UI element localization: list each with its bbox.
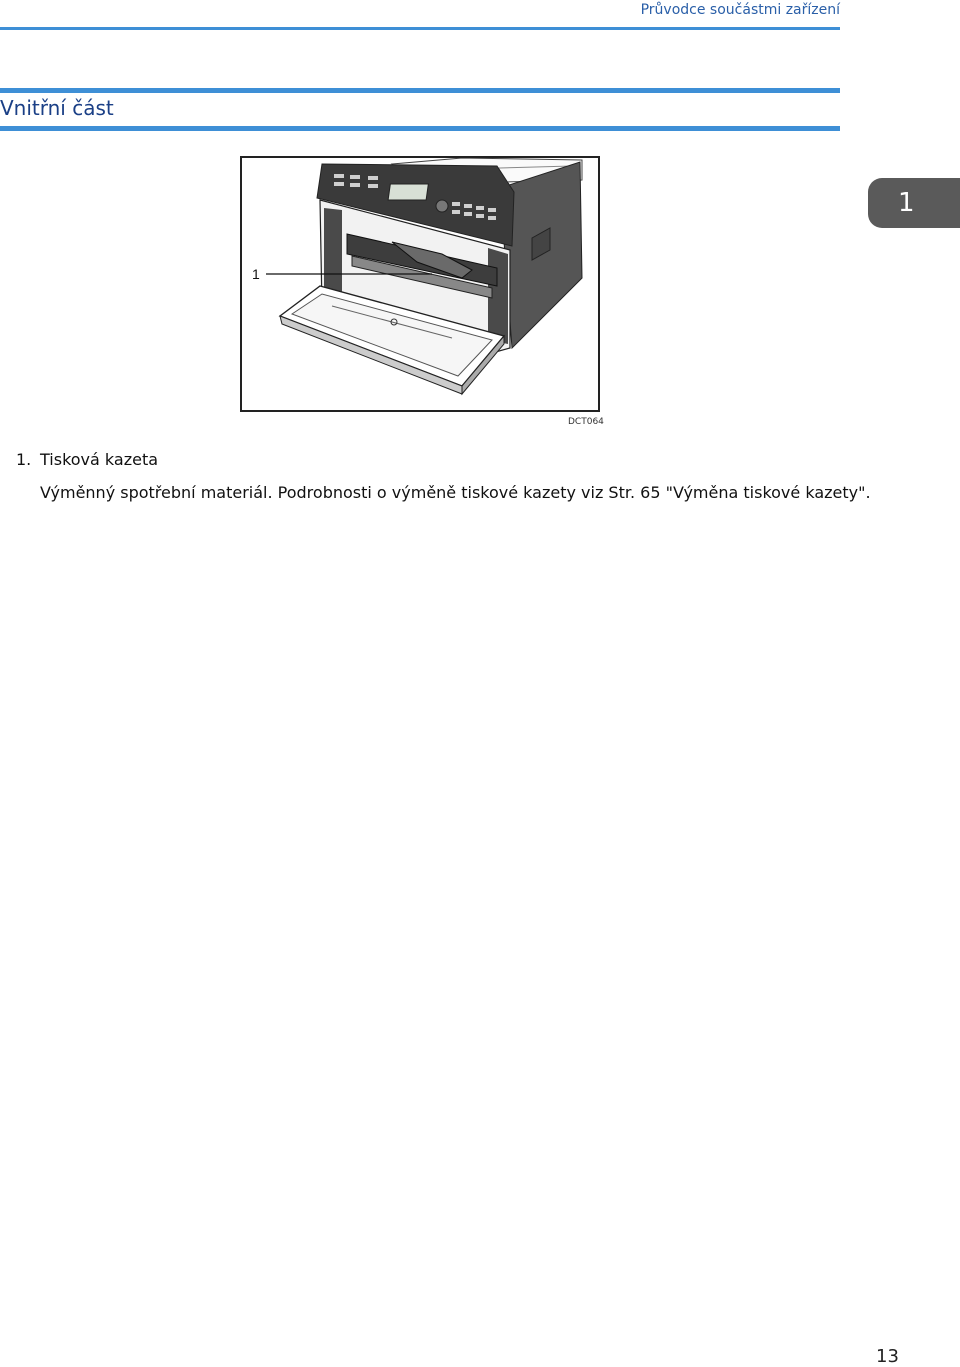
printer-drawing <box>242 158 598 410</box>
header-rule <box>0 27 840 30</box>
callout-label: 1 <box>252 266 260 282</box>
section-rule-top <box>0 88 840 93</box>
printer-illustration <box>240 156 600 412</box>
section-title: Vnitřní část <box>0 96 114 120</box>
item-heading <box>16 450 158 469</box>
item-number: 1. <box>16 450 32 469</box>
running-header: Průvodce součástmi zařízení <box>640 2 840 18</box>
item-title: Tisková kazeta <box>40 450 159 469</box>
page-number: 13 <box>876 1346 899 1367</box>
chapter-tab: 1 <box>868 178 960 228</box>
item-description: Výměnný spotřební materiál. Podrobnosti o výměně tiskové kazety viz Str. 65 "Výměna tiskové kazety". <box>40 483 871 502</box>
section-rule-bottom <box>0 126 840 131</box>
figure-code: DCT064 <box>568 417 604 427</box>
